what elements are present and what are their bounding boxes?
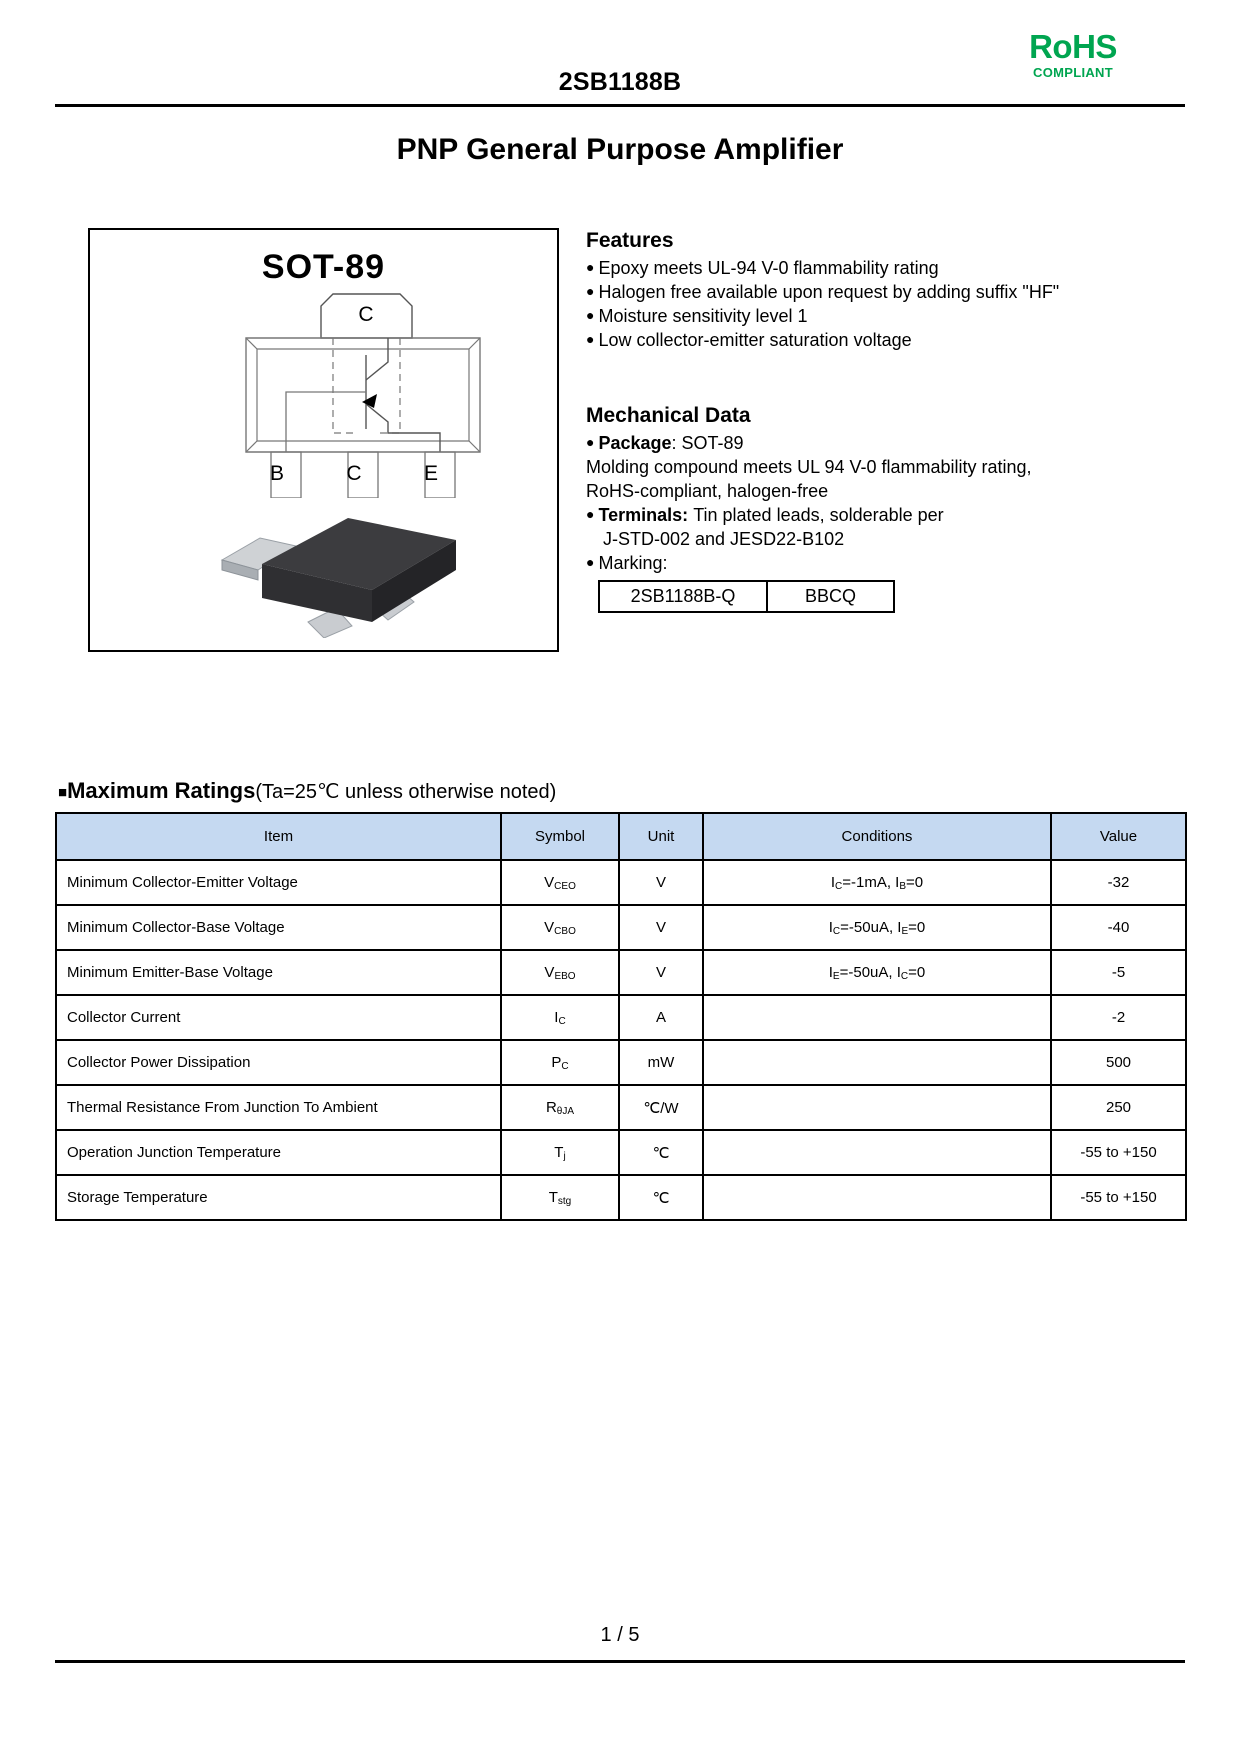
cell-item: Thermal Resistance From Junction To Ambient bbox=[56, 1085, 501, 1130]
maximum-ratings-table bbox=[55, 812, 1187, 1221]
feature-item bbox=[586, 281, 1146, 305]
molding-line-1: Molding compound meets UL 94 V-0 flammability rating, bbox=[586, 456, 1032, 477]
mechanical-heading: Mechanical Data bbox=[586, 404, 751, 427]
terminals-line-2: J-STD-002 and JESD22-B102 bbox=[603, 528, 845, 549]
cell-unit: V bbox=[619, 905, 703, 950]
cell-item: Minimum Collector-Emitter Voltage bbox=[56, 860, 501, 905]
bullet-icon: ● bbox=[586, 330, 595, 347]
cell-value: -2 bbox=[1051, 995, 1186, 1040]
cell-item: Minimum Collector-Base Voltage bbox=[56, 905, 501, 950]
marking-label: Marking: bbox=[598, 552, 668, 573]
cell-unit: mW bbox=[619, 1040, 703, 1085]
cell-unit: V bbox=[619, 950, 703, 995]
pin-label-top-c: C bbox=[358, 303, 374, 326]
cell-symbol: $T_j$ bbox=[501, 1130, 619, 1175]
table-row bbox=[56, 1085, 1186, 1130]
table-row bbox=[56, 1130, 1186, 1175]
column-header-unit: Unit bbox=[619, 813, 703, 860]
column-header-item: Item bbox=[56, 813, 501, 860]
feature-text: Moisture sensitivity level 1 bbox=[598, 305, 808, 326]
cell-item: Minimum Emitter-Base Voltage bbox=[56, 950, 501, 995]
feature-text: Epoxy meets UL-94 V-0 flammability rating bbox=[598, 258, 939, 278]
bullet-icon: ● bbox=[586, 259, 595, 275]
part-number-title: 2SB1188B bbox=[558, 68, 682, 96]
mechanical-package-row bbox=[586, 432, 1146, 456]
footer-page-number: 1 / 5 bbox=[600, 1624, 640, 1646]
table-row bbox=[56, 950, 1186, 995]
cell-value: 500 bbox=[1051, 1040, 1186, 1085]
features-heading: Features bbox=[586, 229, 674, 252]
rohs-logo bbox=[993, 30, 1153, 80]
package-name-label: SOT-89 bbox=[261, 248, 386, 286]
table-row bbox=[56, 905, 1186, 950]
table-row bbox=[56, 860, 1186, 905]
pin-label-e: E bbox=[423, 462, 439, 485]
cell-item: Collector Current bbox=[56, 995, 501, 1040]
cell-item: Operation Junction Temperature bbox=[56, 1130, 501, 1175]
cell-symbol: $T_{stg}$ bbox=[501, 1175, 619, 1220]
feature-item bbox=[586, 257, 1146, 281]
mechanical-data-section bbox=[586, 404, 1146, 576]
pin-label-b: B bbox=[269, 462, 285, 485]
square-bullet-icon: ■ bbox=[58, 784, 68, 801]
cell-item: Storage Temperature bbox=[56, 1175, 501, 1220]
mechanical-terminals-row bbox=[586, 504, 1146, 528]
column-header-conditions: Conditions bbox=[703, 813, 1051, 860]
cell-unit: A bbox=[619, 995, 703, 1040]
feature-item bbox=[586, 329, 1146, 353]
cell-value: -32 bbox=[1051, 860, 1186, 905]
cell-value: 250 bbox=[1051, 1085, 1186, 1130]
cell-conditions bbox=[703, 1175, 1051, 1220]
cell-conditions: $I_C=-1mA$, $I_B=0$ bbox=[703, 860, 1051, 905]
bullet-icon: ● bbox=[586, 505, 595, 522]
bullet-icon: ● bbox=[586, 553, 595, 570]
cell-symbol: $I_C$ bbox=[501, 995, 619, 1040]
table-row bbox=[599, 581, 894, 612]
cell-value: -40 bbox=[1051, 905, 1186, 950]
package-outline-drawing bbox=[140, 292, 512, 498]
bullet-icon: ● bbox=[586, 434, 595, 450]
cell-conditions bbox=[703, 995, 1051, 1040]
cell-unit: V bbox=[619, 860, 703, 905]
marking-part-cell: 2SB1188B-Q bbox=[599, 581, 767, 612]
column-header-value: Value bbox=[1051, 813, 1186, 860]
rohs-main-text: RoHS bbox=[1029, 28, 1117, 65]
mechanical-marking-row bbox=[586, 552, 1146, 576]
table-row bbox=[56, 1175, 1186, 1220]
terminals-label: Terminals: bbox=[598, 504, 689, 525]
column-header-symbol: Symbol bbox=[501, 813, 619, 860]
feature-text: Halogen free available upon request by adding suffix "HF" bbox=[598, 281, 1060, 302]
marking-table bbox=[598, 580, 895, 613]
cell-unit: ℃ bbox=[619, 1130, 703, 1175]
rohs-compliant-text: COMPLIANT bbox=[1033, 65, 1113, 80]
cell-item: Collector Power Dissipation bbox=[56, 1040, 501, 1085]
pin-label-c: C bbox=[346, 462, 362, 485]
package-value: : SOT-89 bbox=[671, 433, 744, 453]
footer-divider bbox=[55, 1660, 1185, 1663]
cell-value: -5 bbox=[1051, 950, 1186, 995]
bullet-icon: ● bbox=[586, 282, 595, 299]
molding-line-2: RoHS-compliant, halogen-free bbox=[586, 480, 829, 501]
cell-unit: ℃ bbox=[619, 1175, 703, 1220]
cell-symbol: $R_{\theta JA}$ bbox=[501, 1085, 619, 1130]
page-header bbox=[55, 28, 1185, 110]
cell-unit: ℃/W bbox=[619, 1085, 703, 1130]
terminals-value: Tin plated leads, solderable per bbox=[693, 504, 944, 525]
marking-code-cell: BBCQ bbox=[767, 581, 894, 612]
cell-symbol: $V_{CEO}$ bbox=[501, 860, 619, 905]
package-photo bbox=[200, 498, 500, 638]
page-title: PNP General Purpose Amplifier bbox=[396, 133, 844, 166]
table-header-row bbox=[56, 813, 1186, 860]
package-label: Package bbox=[598, 433, 672, 453]
feature-item bbox=[586, 305, 1146, 329]
package-figure-box bbox=[88, 228, 559, 652]
ratings-heading-text: Maximum Ratings bbox=[67, 778, 256, 803]
cell-value: -55 to +150 bbox=[1051, 1175, 1186, 1220]
bullet-icon: ● bbox=[586, 306, 595, 323]
cell-symbol: $P_C$ bbox=[501, 1040, 619, 1085]
cell-symbol: $V_{CBO}$ bbox=[501, 905, 619, 950]
feature-text: Low collector-emitter saturation voltage bbox=[598, 329, 912, 350]
cell-conditions: $I_E=-50uA$, $I_C=0$ bbox=[703, 950, 1051, 995]
cell-conditions bbox=[703, 1130, 1051, 1175]
table-row bbox=[56, 1040, 1186, 1085]
cell-conditions bbox=[703, 1085, 1051, 1130]
table-row bbox=[56, 995, 1186, 1040]
header-divider bbox=[55, 104, 1185, 107]
features-section bbox=[586, 229, 1146, 353]
cell-value: -55 to +150 bbox=[1051, 1130, 1186, 1175]
maximum-ratings-heading bbox=[58, 778, 556, 804]
cell-conditions bbox=[703, 1040, 1051, 1085]
cell-conditions: $I_C=-50uA$, $I_E=0$ bbox=[703, 905, 1051, 950]
cell-symbol: $V_{EBO}$ bbox=[501, 950, 619, 995]
ratings-note-text: (Ta=25℃ unless otherwise noted) bbox=[255, 781, 557, 803]
